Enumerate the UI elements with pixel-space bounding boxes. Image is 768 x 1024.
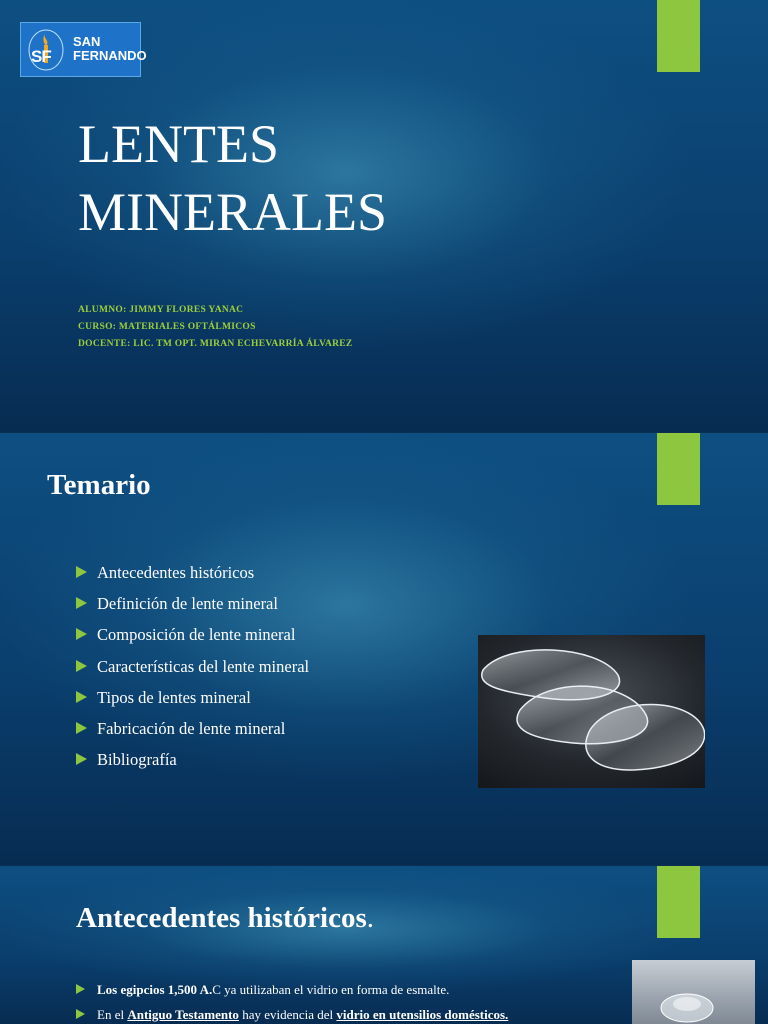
accent-bar <box>657 433 700 505</box>
bullet-arrow-icon <box>76 984 85 994</box>
list-item: Los egipcios 1,500 A.C ya utilizaban el vidrio en forma de esmalte. <box>76 982 508 1007</box>
bullet-arrow-icon <box>76 566 87 578</box>
glass-illustration <box>632 960 755 1024</box>
list-item: Composición de lente mineral <box>76 625 309 656</box>
bullet-arrow-icon <box>76 628 87 640</box>
slide-heading: Temario <box>47 469 151 501</box>
list-item: Fabricación de lente mineral <box>76 719 309 750</box>
bullet-arrow-icon <box>76 1009 85 1019</box>
student-name: ALUMNO: JIMMY FLORES YANAC <box>78 305 244 315</box>
list-item: En el Antiguo Testamento hay evidencia del vidrio en utensilios domésticos. <box>76 1007 508 1024</box>
list-item: Definición de lente mineral <box>76 594 309 625</box>
lenses-illustration <box>478 635 705 788</box>
title-line-1: LENTES <box>78 114 279 174</box>
slide-title <box>78 110 387 246</box>
title-line-2: MINERALES <box>78 182 387 242</box>
teacher-name: DOCENTE: LIC. TM OPT. MIRAN ECHEVARRÍA ÁLVAREZ <box>78 339 353 349</box>
logo-brand-name: SAN FERNANDO <box>73 34 147 63</box>
accent-bar <box>657 866 700 938</box>
bullet-arrow-icon <box>76 691 87 703</box>
slide-temario <box>0 433 768 865</box>
bullet-arrow-icon <box>76 597 87 609</box>
mineral-lenses-photo <box>478 635 705 788</box>
list-item: Bibliografía <box>76 750 309 781</box>
bullet-arrow-icon <box>76 722 87 734</box>
list-item: Tipos de lentes mineral <box>76 688 309 719</box>
bullet-arrow-icon <box>76 660 87 672</box>
course-name: CURSO: MATERIALES OFTÁLMICOS <box>78 322 256 332</box>
slide-heading: Antecedentes históricos. <box>76 902 375 934</box>
topic-list <box>76 563 309 781</box>
san-fernando-logo <box>20 22 147 77</box>
slide-antecedentes <box>0 866 768 1024</box>
list-item: Antecedentes históricos <box>76 563 309 594</box>
slide-cover <box>0 0 768 432</box>
cover-meta <box>78 302 353 353</box>
history-list <box>76 982 508 1024</box>
glass-object-photo <box>632 960 755 1024</box>
list-item: Características del lente mineral <box>76 657 309 688</box>
logo-initials: SF <box>31 47 51 66</box>
accent-bar <box>657 0 700 72</box>
bullet-arrow-icon <box>76 753 87 765</box>
